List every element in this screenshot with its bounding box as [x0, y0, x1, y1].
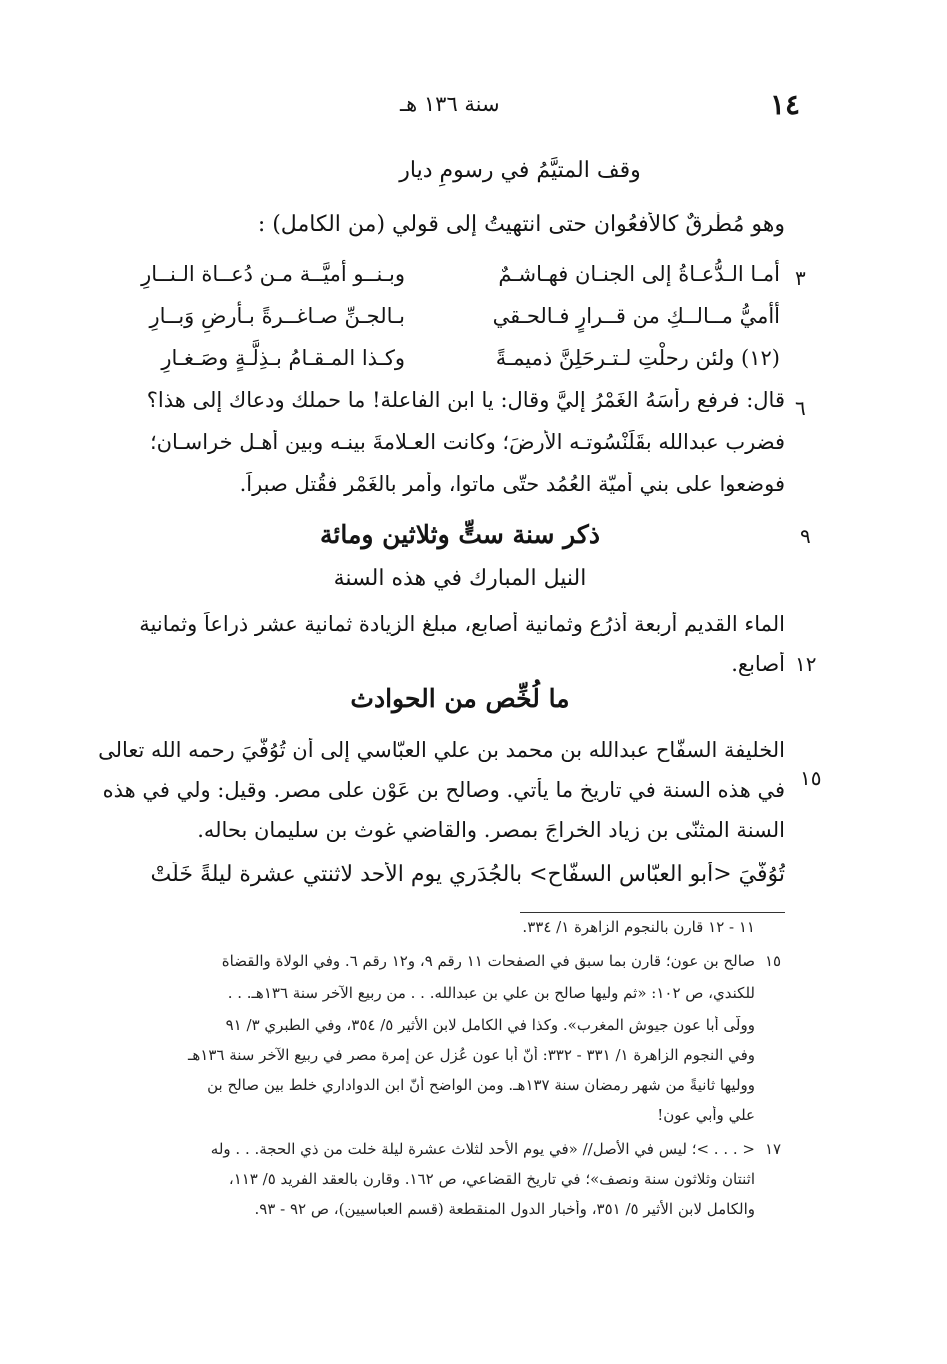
footnote-2-line-6: علي وأبي عون! [657, 1106, 755, 1124]
nile-line-2: أصابع. [731, 652, 785, 676]
line-number-6: ٦ [795, 396, 806, 420]
footnote-3-line-1: < . . . >؛ ليس في الأصل// «في يوم الأحد لثلاث عشرة ليلة خلت من ذي الحجة. . . وله [210, 1140, 755, 1158]
intro-line-1: وقف المتيَّمُ في رسومِ ديار [399, 158, 641, 183]
page-number: ١٤ [770, 88, 801, 121]
verse-2-left: بـالجـنِّ صـاغــرةً بـأرضِ وَبــارِ [149, 304, 405, 328]
section-title: ذكر سنة ستٍّ وثلاثين ومائة [320, 520, 600, 549]
footnote-2-line-4: وفي النجوم الزاهرة ١/ ٣٣١ - ٣٣٢: أنّ أبا عون عُزل عن إمرة مصر في ربيع الآخر سنة ١٣٦هـ [187, 1046, 755, 1064]
line-number-15: ١٥ [800, 766, 822, 790]
verse-2-right: أأميُّ مــالــكِ من قــرارٍ فـالحـقي [492, 304, 780, 328]
line-number-3: ٣ [795, 266, 806, 290]
running-title: سنة ١٣٦ هـ [400, 92, 500, 116]
verse-1-right: أمـا الـدُّعـاةُ إلى الجنـان فهـاشـمٌ [498, 262, 780, 286]
nile-line-1: الماء القديم أربعة أذرُع وثمانية أصابع، مبلغ الزيادة ثمانية عشر ذراعاً وثمانية [139, 612, 785, 636]
verse-3-right: (١٢) ولئن رحلْتِ لـتـرحَلِنَّ ذميمـةً [495, 346, 780, 370]
events-line-2: في هذه السنة في تاريخ ما يأتي. وصالح بن عَوْن على مصر. وقيل: ولي في هذه [102, 778, 785, 802]
footnote-2-number: ١٥ [765, 952, 782, 970]
para1-line-2: فضرب عبدالله بقَلَنْسُوتـه الأرضَ؛ وكانت العـلامةَ بينـه وبين أهـل خراسـان؛ [149, 430, 785, 454]
verse-1-left: وبـنــو أميَّــة مـن دُعــاة الـنــارِ [141, 262, 405, 286]
footnote-3-line-2: اثنتان وثلاثون سنة ونصف»؛ في تاريخ القضاعي، ص ١٦٢. وقارن بالعقد الفريد ٥/ ١١٣، [228, 1170, 755, 1188]
footnote-2-line-3: وولّى أبا عون جيوش المغرب». وكذا في الكامل لابن الأثير ٥/ ٣٥٤، وفي الطبري ٣/ ٩١ [225, 1016, 755, 1034]
para1-line-1: قال: فرفع رأسَهُ الغَمْرُ إليَّ وقال: يا ابن الفاعلة! ما حملك ودعاك إلى هذا؟ [146, 388, 785, 412]
events-line-4: تُوُفّيَ <أبو العبّاس السفّاح> بالجُدَري يوم الأحد لاثنتي عشرة ليلةً خَلَتْ [150, 862, 785, 887]
intro-line-2: وهو مُطْرِقٌ كالأفعُوان حتى انتهيتُ إلى قولي (من الكامل) : [257, 212, 785, 237]
para1-line-3: فوضعوا على بني أميّة العُمُد حتّى ماتوا، وأمر بالغَمْر فقُتل صبراً. [239, 472, 785, 496]
footnote-1-line-1: ١١ - ١٢ قارن بالنجوم الزاهرة ١/ ٣٣٤. [522, 918, 755, 936]
section-subtitle: النيل المبارك في هذه السنة [333, 566, 587, 591]
footnote-separator [520, 912, 785, 913]
footnote-2-line-1: صالح بن عون؛ قارن بما سبق في الصفحات ١١ رقم ٩، و١٢ رقم ٦. وفي الولاة والقضاة [221, 952, 755, 970]
events-line-3: السنة المثنّى بن زياد الخراجَ بمصر. والقاضي غوث بن سليمان بحاله. [197, 818, 785, 842]
footnote-3-line-3: والكامل لابن الأثير ٥/ ٣٥١، وأخبار الدول المنقطعة (قسم العباسيين)، ص ٩٢ - ٩٣. [254, 1200, 755, 1218]
events-title: ما لُخِّص من الحوادث [350, 684, 570, 713]
footnote-2-line-5: ووليها ثانيةً من شهر رمضان سنة ١٣٧هـ. ومن الواضح أنّ ابن الدواداري خلط بين صالح بن [207, 1076, 755, 1094]
verse-3-left: وكـذا المـقـامُ بـذِلَّـةٍ وصَـغـارِ [161, 346, 405, 370]
footnote-3-number: ١٧ [765, 1140, 782, 1158]
line-number-9: ٩ [800, 524, 811, 548]
footnote-2-line-2: للكندي، ص ١٠٢: «ثم وليها صالح بن علي بن عبدالله. . . من ربيع الآخر سنة ١٣٦هـ. . . [227, 984, 755, 1002]
events-line-1: الخليفة السفّاح عبدالله بن محمد بن علي العبّاسي إلى أن تُوُفّيَ رحمه الله تعالى [98, 738, 785, 762]
line-number-12: ١٢ [795, 652, 817, 676]
